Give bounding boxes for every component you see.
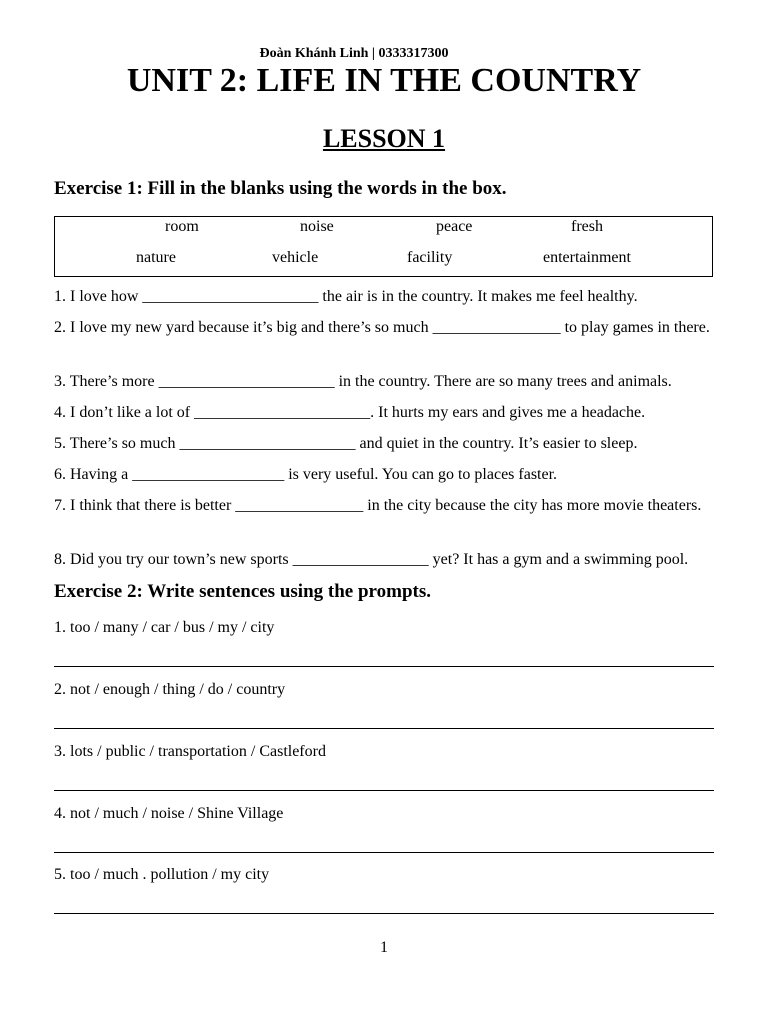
- answer-line[interactable]: [54, 790, 714, 791]
- word-box-item: noise: [300, 218, 334, 235]
- exercise-1-question: 5. There’s so much ______________________ and quiet in the country. It’s easier to sleep.: [54, 435, 638, 452]
- exercise-2-prompt: 1. too / many / car / bus / my / city: [54, 619, 275, 636]
- exercise-1-heading: Exercise 1: Fill in the blanks using the words in the box.: [54, 178, 507, 199]
- lesson-title: LESSON 1: [322, 124, 446, 153]
- exercise-1-question: 7. I think that there is better ________________ in the city because the city has more movie theaters.: [54, 497, 702, 514]
- exercise-1-question: 2. I love my new yard because it’s big and there’s so much ________________ to play games in there.: [54, 319, 710, 336]
- word-box-item: nature: [136, 249, 176, 266]
- answer-line[interactable]: [54, 666, 714, 667]
- word-box-item: facility: [407, 249, 453, 266]
- page-number: 1: [380, 939, 388, 956]
- answer-line[interactable]: [54, 852, 714, 853]
- word-box-item: vehicle: [272, 249, 319, 266]
- exercise-2-prompt: 4. not / much / noise / Shine Village: [54, 805, 284, 822]
- answer-line[interactable]: [54, 913, 714, 914]
- word-box-item: peace: [436, 218, 473, 235]
- exercise-1-question: 3. There’s more ______________________ in the country. There are so many trees and animals.: [54, 373, 672, 390]
- exercise-2-prompt: 2. not / enough / thing / do / country: [54, 681, 286, 698]
- exercise-1-question: 8. Did you try our town’s new sports _________________ yet? It has a gym and a swimming pool.: [54, 551, 689, 568]
- answer-line[interactable]: [54, 728, 714, 729]
- word-box: [54, 216, 713, 277]
- author-info: Đoàn Khánh Linh | 0333317300: [259, 46, 449, 61]
- word-box-item: fresh: [571, 218, 603, 235]
- exercise-1-question: 4. I don’t like a lot of ______________________. It hurts my ears and gives me a headache.: [54, 404, 646, 421]
- exercise-1-question: 1. I love how ______________________ the air is in the country. It makes me feel healthy.: [54, 288, 638, 305]
- exercise-2-prompt: 3. lots / public / transportation / Castleford: [54, 743, 326, 760]
- word-box-item: room: [165, 218, 199, 235]
- unit-title: UNIT 2: LIFE IN THE COUNTRY: [126, 62, 642, 99]
- exercise-2-heading: Exercise 2: Write sentences using the prompts.: [54, 581, 431, 602]
- word-box-item: entertainment: [543, 249, 631, 266]
- exercise-2-prompt: 5. too / much . pollution / my city: [54, 866, 270, 883]
- exercise-1-question: 6. Having a ___________________ is very useful. You can go to places faster.: [54, 466, 558, 483]
